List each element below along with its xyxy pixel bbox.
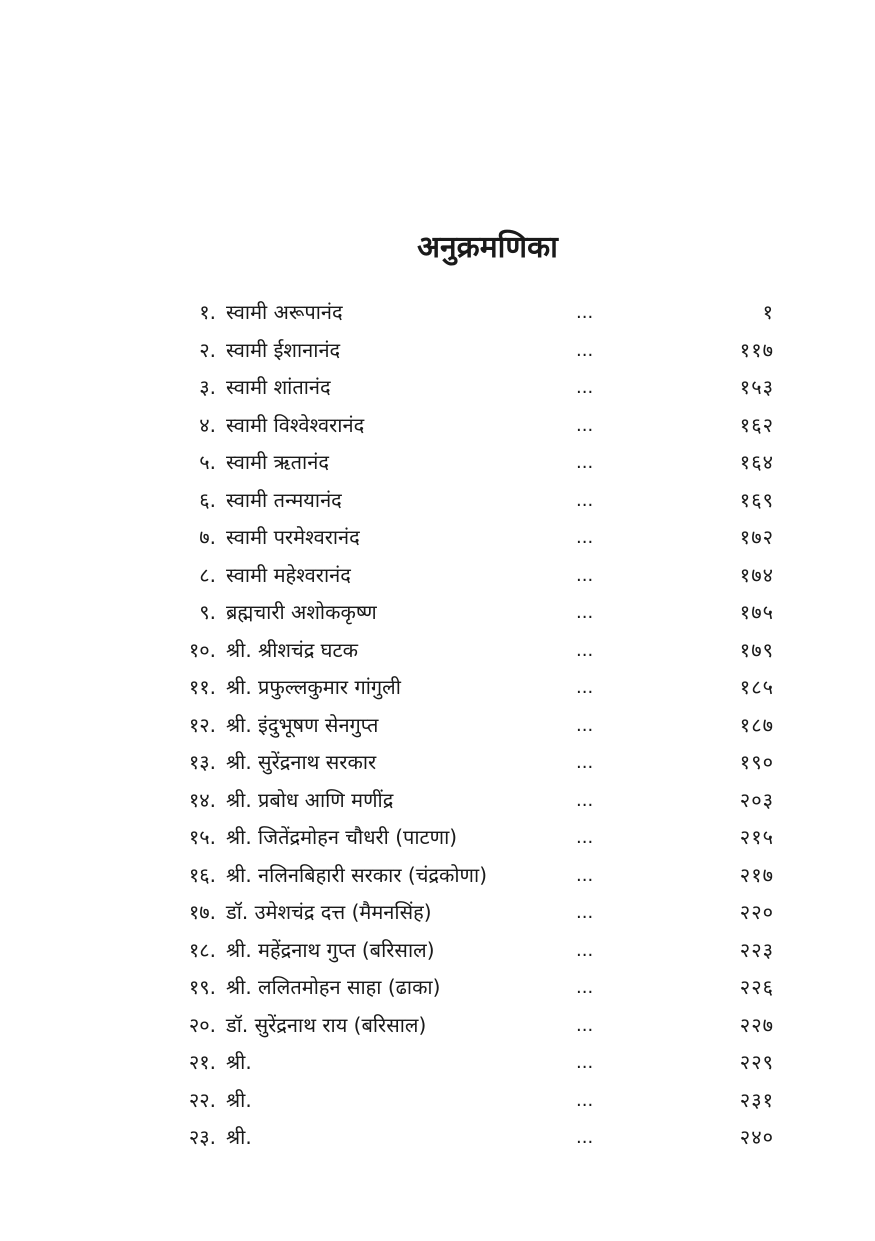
entry-title: श्री. bbox=[226, 1125, 252, 1149]
entry-title: स्वामी ऋतानंद bbox=[226, 450, 329, 474]
entry-number: २. bbox=[199, 337, 216, 362]
entry-page-number: १७२ bbox=[739, 525, 774, 549]
toc-entry bbox=[0, 332, 875, 370]
entry-title: स्वामी परमेश्वरानंद bbox=[226, 525, 360, 549]
toc-entry bbox=[0, 932, 875, 970]
entry-page-number: १६९ bbox=[739, 487, 774, 512]
entry-page-number: ११७ bbox=[739, 337, 774, 362]
entry-number: ६. bbox=[199, 487, 216, 512]
entry-title: डॉ. सुरेंद्रनाथ राय (बरिसाल) bbox=[226, 1012, 427, 1037]
entry-page-number: २१७ bbox=[739, 862, 774, 887]
entry-number: २२. bbox=[188, 1087, 216, 1112]
entry-number: १३. bbox=[188, 750, 216, 774]
entry-number: १५. bbox=[188, 825, 216, 849]
entry-page-number: २२० bbox=[739, 900, 774, 924]
page-title: अनुक्रमणिका bbox=[417, 230, 558, 265]
entry-page-number: २२३ bbox=[739, 937, 774, 962]
entry-leader-dots: ... bbox=[576, 339, 594, 361]
entry-leader-dots: ... bbox=[576, 1052, 594, 1073]
toc-entry bbox=[0, 519, 875, 557]
entry-leader-dots: ... bbox=[576, 452, 594, 473]
entry-leader-dots: ... bbox=[576, 414, 594, 436]
toc-entry bbox=[0, 294, 875, 332]
entry-leader-dots: ... bbox=[576, 939, 594, 961]
entry-title: स्वामी विश्वेश्वरानंद bbox=[226, 412, 365, 437]
entry-page-number: १६४ bbox=[739, 450, 774, 474]
entry-title: स्वामी शांतानंद bbox=[226, 375, 331, 399]
entry-leader-dots: ... bbox=[576, 677, 594, 698]
entry-leader-dots: ... bbox=[576, 714, 594, 736]
entry-number: २१. bbox=[188, 1050, 216, 1074]
entry-number: १६. bbox=[188, 862, 216, 887]
toc-entry bbox=[0, 557, 875, 595]
toc-entry bbox=[0, 669, 875, 707]
entry-leader-dots: ... bbox=[576, 827, 594, 848]
entry-title: स्वामी महेश्वरानंद bbox=[226, 562, 351, 587]
toc-entry bbox=[0, 369, 875, 407]
entry-page-number: १९० bbox=[739, 750, 774, 774]
entry-page-number: १७४ bbox=[739, 562, 774, 587]
entry-title: श्री. ललितमोहन साहा (ढाका) bbox=[226, 975, 441, 999]
entry-leader-dots: ... bbox=[576, 1014, 594, 1036]
entry-number: १२. bbox=[188, 712, 216, 737]
entry-number: ५. bbox=[199, 450, 216, 474]
entry-title: श्री. प्रबोध आणि मणींद्र bbox=[226, 787, 394, 812]
entry-title: स्वामी तन्मयानंद bbox=[226, 487, 342, 512]
entry-number: ३. bbox=[199, 375, 216, 399]
entry-leader-dots: ... bbox=[576, 1127, 594, 1148]
toc-entry bbox=[0, 819, 875, 857]
entry-leader-dots: ... bbox=[576, 752, 594, 773]
entry-number: ७. bbox=[199, 525, 216, 549]
entry-title: स्वामी ईशानानंद bbox=[226, 337, 341, 362]
entry-page-number: १६२ bbox=[739, 412, 774, 437]
entry-number: ८. bbox=[199, 562, 216, 587]
entry-page-number: १८५ bbox=[739, 675, 774, 699]
entry-number: १. bbox=[199, 300, 216, 324]
entry-page-number: १ bbox=[762, 300, 774, 324]
toc-entry bbox=[0, 969, 875, 1007]
entry-page-number: १७५ bbox=[739, 600, 774, 624]
toc-entry bbox=[0, 707, 875, 745]
toc-entry bbox=[0, 444, 875, 482]
entry-number: १०. bbox=[188, 637, 216, 662]
entry-page-number: १५३ bbox=[739, 375, 774, 399]
entry-page-number: २३१ bbox=[739, 1087, 774, 1112]
entry-leader-dots: ... bbox=[576, 977, 594, 998]
entry-title: श्री. महेंद्रनाथ गुप्त (बरिसाल) bbox=[226, 937, 435, 962]
entry-number: ११. bbox=[188, 675, 216, 699]
toc-entry bbox=[0, 894, 875, 932]
entry-page-number: १७९ bbox=[739, 637, 774, 662]
entry-page-number: २२६ bbox=[739, 975, 774, 999]
toc-entry bbox=[0, 857, 875, 895]
toc-entry bbox=[0, 1082, 875, 1120]
entry-page-number: २०३ bbox=[739, 787, 774, 812]
entry-number: ४. bbox=[199, 412, 216, 437]
entry-leader-dots: ... bbox=[576, 864, 594, 886]
entry-number: १४. bbox=[188, 787, 216, 812]
entry-leader-dots: ... bbox=[576, 302, 594, 323]
entry-title: श्री. bbox=[226, 1050, 252, 1074]
table-of-contents bbox=[0, 294, 875, 1157]
toc-entry bbox=[0, 632, 875, 670]
entry-leader-dots: ... bbox=[576, 377, 594, 398]
entry-title: श्री. bbox=[226, 1087, 252, 1112]
toc-entry bbox=[0, 1044, 875, 1082]
entry-number: ९. bbox=[199, 600, 216, 624]
toc-entry bbox=[0, 482, 875, 520]
entry-leader-dots: ... bbox=[576, 564, 594, 586]
toc-entry bbox=[0, 1007, 875, 1045]
entry-number: १८. bbox=[188, 937, 216, 962]
entry-leader-dots: ... bbox=[576, 489, 594, 511]
entry-page-number: २२७ bbox=[739, 1012, 774, 1037]
entry-page-number: २४० bbox=[739, 1125, 774, 1149]
entry-title: श्री. प्रफुल्लकुमार गांगुली bbox=[226, 675, 401, 699]
entry-number: १९. bbox=[188, 975, 216, 999]
entry-title: श्री. श्रीशचंद्र घटक bbox=[226, 637, 358, 662]
toc-entry bbox=[0, 782, 875, 820]
entry-number: १७. bbox=[188, 900, 216, 924]
entry-page-number: २२९ bbox=[739, 1050, 774, 1074]
entry-page-number: १८७ bbox=[739, 712, 774, 737]
entry-title: श्री. नलिनबिहारी सरकार (चंद्रकोणा) bbox=[226, 862, 487, 887]
entry-title: स्वामी अरूपानंद bbox=[226, 300, 343, 324]
entry-title: ब्रह्मचारी अशोककृष्ण bbox=[226, 600, 377, 624]
toc-entry bbox=[0, 744, 875, 782]
toc-entry bbox=[0, 1119, 875, 1157]
entry-leader-dots: ... bbox=[576, 1089, 594, 1111]
entry-title: श्री. जितेंद्रमोहन चौधरी (पाटणा) bbox=[226, 825, 458, 849]
entry-page-number: २१५ bbox=[739, 825, 774, 849]
entry-leader-dots: ... bbox=[576, 902, 594, 923]
entry-title: श्री. सुरेंद्रनाथ सरकार bbox=[226, 750, 377, 774]
entry-leader-dots: ... bbox=[576, 527, 594, 548]
entry-title: डॉ. उमेशचंद्र दत्त (मैमनसिंह) bbox=[226, 900, 432, 924]
toc-entry bbox=[0, 407, 875, 445]
entry-leader-dots: ... bbox=[576, 602, 594, 623]
entry-number: २०. bbox=[188, 1012, 216, 1037]
entry-title: श्री. इंदुभूषण सेनगुप्त bbox=[226, 712, 379, 737]
entry-number: २३. bbox=[188, 1125, 216, 1149]
toc-entry bbox=[0, 594, 875, 632]
entry-leader-dots: ... bbox=[576, 639, 594, 661]
entry-leader-dots: ... bbox=[576, 789, 594, 811]
